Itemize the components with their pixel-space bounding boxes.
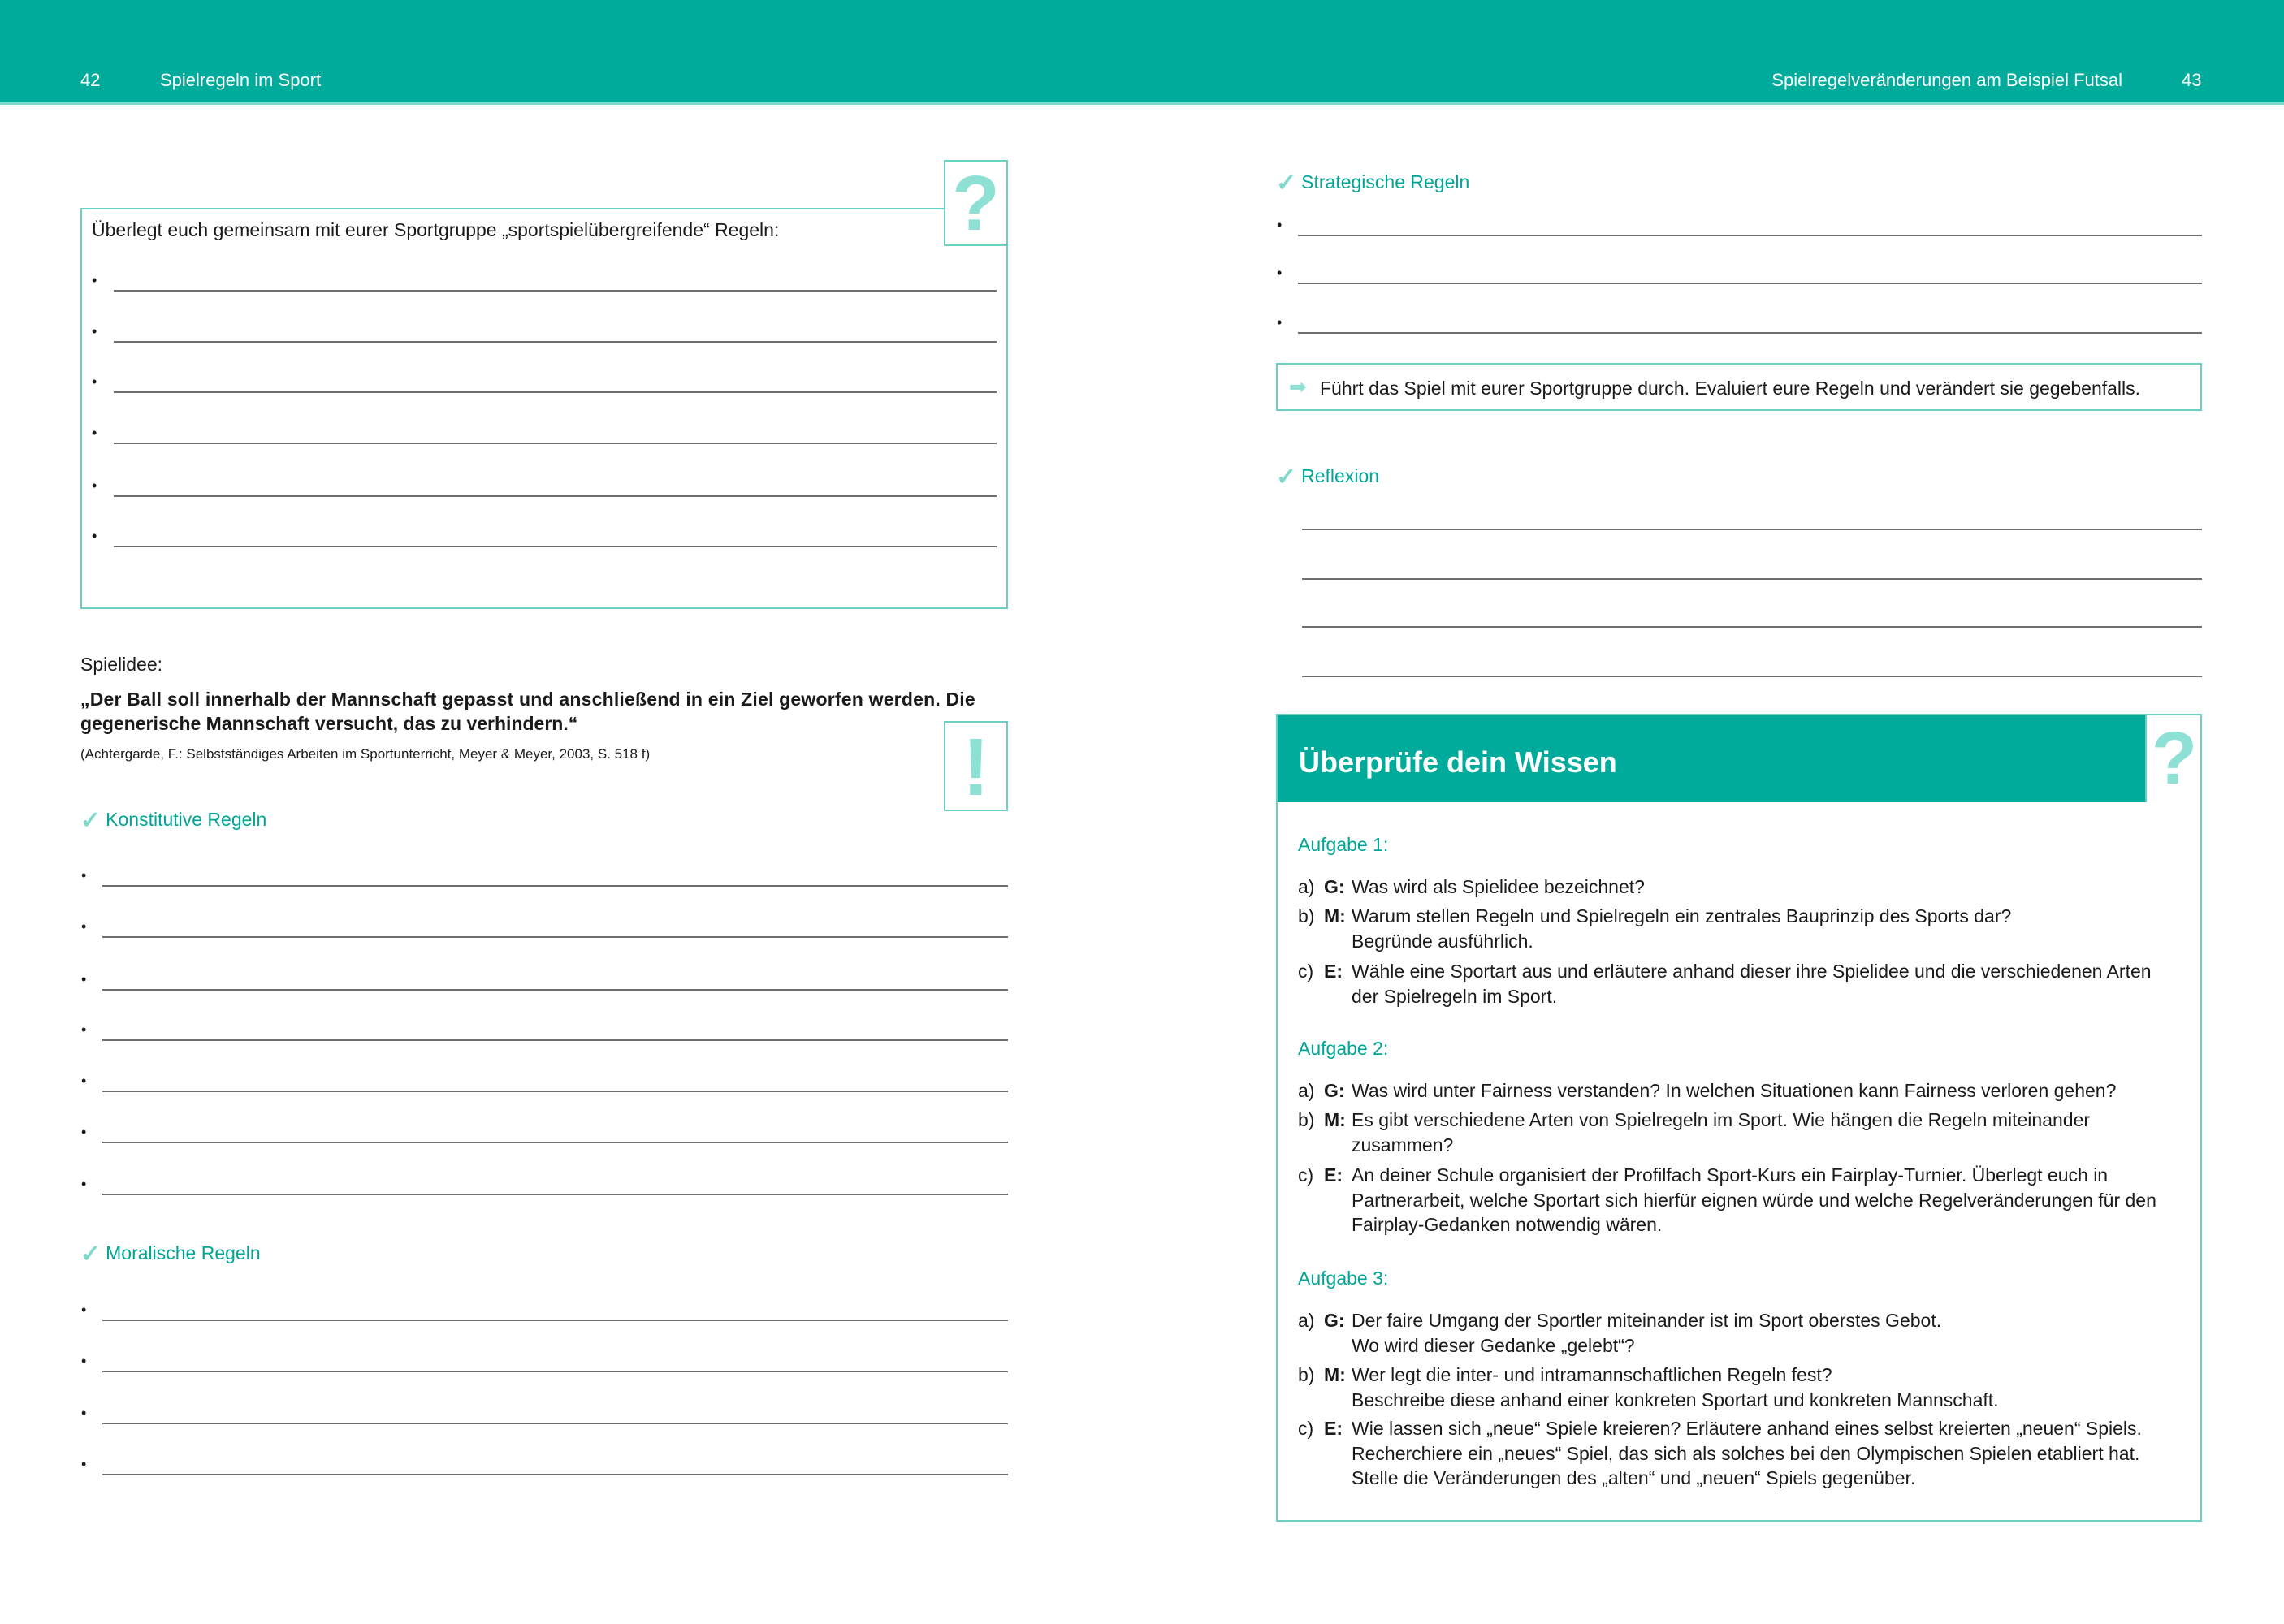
answer-line[interactable] [102, 1371, 1008, 1372]
task-level: M: [1324, 905, 1346, 926]
quiz-header [1278, 715, 2145, 802]
bullet-icon: • [92, 323, 97, 339]
task-level: E: [1324, 1164, 1343, 1186]
task-text: Der faire Umgang der Sportler miteinander ist im Sport oberstes Gebot. Wo wird dieser Gedanke „gelebt“? [1352, 1310, 1942, 1356]
task-text: Warum stellen Regeln und Spielregeln ein zentrales Bauprinzip des Sports dar? Begründe ausführlich. [1352, 905, 2012, 952]
task-letter: c) [1298, 961, 1314, 982]
answer-line[interactable] [102, 1142, 1008, 1143]
task-letter: b) [1298, 905, 1315, 926]
task-text: Wie lassen sich „neue“ Spiele kreieren? Erläutere anhand eines selbst kreierten „neuen“ Spiels. Recherchiere ein „neues“ Spiel, das sich als solches bei den Olympischen Spielen etabliert hat. Stelle die Veränderungen des „alten“ und „neuen“ Spiels gegenüber. [1352, 1418, 2142, 1488]
answer-line[interactable] [114, 341, 997, 343]
answer-line[interactable] [114, 290, 997, 292]
bullet-icon: • [92, 272, 97, 288]
instruction-text: Führt das Spiel mit eurer Sportgruppe durch. Evaluiert eure Regeln und verändert sie gegebenfalls. [1320, 378, 2141, 399]
answer-line[interactable] [102, 936, 1008, 938]
bullet-icon: • [81, 1176, 87, 1192]
answer-line[interactable] [1302, 529, 2202, 530]
bullet-icon: • [1277, 217, 1283, 233]
bullet-icon: • [81, 1073, 87, 1089]
answer-line[interactable] [102, 1474, 1008, 1475]
task-letter: c) [1298, 1164, 1314, 1186]
task-title: Aufgabe 2: [1298, 1038, 1389, 1059]
task-letter: a) [1298, 876, 1315, 897]
question-icon: ? [2145, 715, 2202, 802]
question-icon: ? [944, 160, 1008, 246]
answer-line[interactable] [102, 885, 1008, 887]
heading-strategische-label: Strategische Regeln [1301, 171, 1470, 192]
task-letter: b) [1298, 1109, 1315, 1130]
task-letter: a) [1298, 1080, 1315, 1101]
task-text: Es gibt verschiedene Arten von Spielregeln im Sport. Wie hängen die Regeln miteinander zusammen? [1352, 1109, 2091, 1155]
task-letter: a) [1298, 1310, 1315, 1331]
answer-line[interactable] [1302, 676, 2202, 677]
header-bar [0, 0, 2284, 105]
answer-line[interactable] [102, 1091, 1008, 1092]
right-page-number: 43 [2182, 70, 2202, 90]
answer-line[interactable] [1302, 626, 2202, 628]
left-page-number: 42 [80, 70, 101, 90]
bullet-icon: • [92, 425, 97, 441]
bullet-icon: • [92, 374, 97, 390]
answer-line[interactable] [102, 1194, 1008, 1195]
task-title: Aufgabe 1: [1298, 834, 1389, 855]
answer-line[interactable] [102, 989, 1008, 991]
heading-reflexion-label: Reflexion [1301, 465, 1380, 486]
check-icon: ✓ [1276, 170, 1297, 197]
bullet-icon: • [92, 477, 97, 494]
instruction-box [1276, 363, 2202, 411]
task-level: M: [1324, 1364, 1346, 1385]
check-icon: ✓ [80, 1241, 102, 1268]
bullet-icon: • [81, 1021, 87, 1038]
task-letter: c) [1298, 1418, 1314, 1439]
answer-line[interactable] [102, 1423, 1008, 1424]
idea-quote-line-1: „Der Ball soll innerhalb der Mannschaft gepasst und anschließend in ein Ziel geworfen werden. Die [80, 689, 975, 710]
bullet-icon: • [81, 971, 87, 987]
task-text: Was wird unter Fairness verstanden? In welchen Situationen kann Fairness verloren gehen? [1352, 1080, 2117, 1101]
bullet-icon: • [81, 918, 87, 935]
heading-reflexion [1276, 460, 1379, 489]
arrow-right-icon: ➡ [1289, 374, 1307, 399]
bullet-icon: • [1277, 265, 1283, 281]
idea-quote-line-2: gegenerische Mannschaft versucht, das zu verhindern.“ [80, 713, 578, 734]
task-text: An deiner Schule organisiert der Profilfach Sport-Kurs ein Fairplay-Turnier. Überlegt euch in Partnerarbeit, welche Sportart sich hierfür eignen würde und welche Regelveränderungen für den Fairplay-Gedanken notwendig wären. [1352, 1164, 2156, 1235]
task-level: M: [1324, 1109, 1346, 1130]
idea-citation: (Achtergarde, F.: Selbstständiges Arbeiten im Sportunterricht, Meyer & Meyer, 2003, S. 518 f) [80, 746, 651, 762]
answer-line[interactable] [1302, 578, 2202, 580]
check-icon: ✓ [1276, 464, 1297, 490]
bullet-icon: • [81, 1405, 87, 1421]
bullet-icon: • [81, 1456, 87, 1472]
quiz-title: Überprüfe dein Wissen [1299, 745, 1617, 779]
bullet-icon: • [1277, 314, 1283, 330]
task-text: Was wird als Spielidee bezeichnet? [1352, 876, 1645, 897]
heading-moralische-label: Moralische Regeln [106, 1242, 261, 1263]
bullet-icon: • [81, 1353, 87, 1369]
check-icon: ✓ [80, 807, 102, 834]
heading-konstitutive [80, 804, 266, 832]
right-page-title: Spielregelveränderungen am Beispiel Futsal [1771, 70, 2122, 90]
idea-label: Spielidee: [80, 654, 163, 675]
task-level: G: [1324, 876, 1345, 897]
task-title: Aufgabe 3: [1298, 1268, 1389, 1289]
answer-line[interactable] [1298, 332, 2202, 334]
task-text: Wer legt die inter- und intramannschaftlichen Regeln fest? Beschreibe diese anhand einer konkreten Sportart und konkreten Mannschaft. [1352, 1364, 1999, 1410]
task-level: G: [1324, 1310, 1345, 1331]
bullet-icon: • [81, 1302, 87, 1318]
answer-line[interactable] [102, 1039, 1008, 1041]
task-level: E: [1324, 1418, 1343, 1439]
heading-strategische [1276, 166, 1469, 195]
answer-line[interactable] [114, 443, 997, 444]
answer-line[interactable] [114, 546, 997, 547]
task-level: E: [1324, 961, 1343, 982]
answer-line[interactable] [114, 495, 997, 497]
exclamation-icon: ! [944, 721, 1008, 811]
answer-line[interactable] [1298, 283, 2202, 284]
task-text: Wähle eine Sportart aus und erläutere anhand dieser ihre Spielidee und die verschiedenen Arten der Spielregeln im Sport. [1352, 961, 2152, 1007]
bullet-icon: • [81, 867, 87, 883]
answer-line[interactable] [1298, 235, 2202, 236]
task-letter: b) [1298, 1364, 1315, 1385]
task-level: G: [1324, 1080, 1345, 1101]
answer-line[interactable] [102, 1320, 1008, 1321]
heading-konstitutive-label: Konstitutive Regeln [106, 809, 267, 830]
group-rules-box [80, 208, 1008, 609]
bullet-icon: • [81, 1124, 87, 1140]
heading-moralische [80, 1237, 261, 1266]
left-page-title: Spielregeln im Sport [160, 70, 322, 90]
rules-prompt: Überlegt euch gemeinsam mit eurer Sportgruppe „sportspielübergreifende“ Regeln: [92, 219, 780, 240]
bullet-icon: • [92, 528, 97, 544]
answer-line[interactable] [114, 391, 997, 393]
